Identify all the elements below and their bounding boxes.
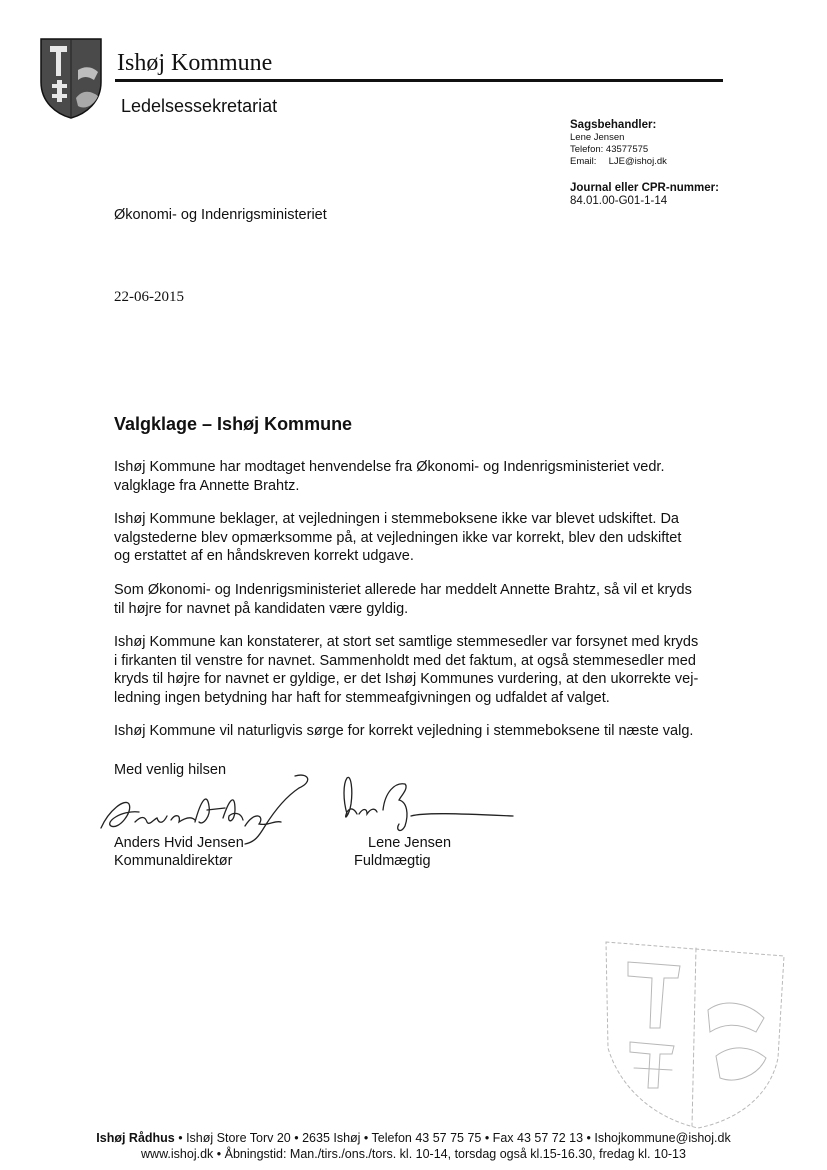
- handler-heading: Sagsbehandler:: [570, 119, 657, 131]
- signature-lene-jensen: [325, 770, 525, 840]
- department-name: Ledelsessekretariat: [121, 96, 278, 116]
- signatory-2: [354, 834, 451, 870]
- email-label: Email:: [570, 156, 597, 167]
- signatory-title: Fuldmægtig: [354, 853, 431, 869]
- ishoj-coat-of-arms-icon: [38, 36, 104, 120]
- body-paragraph: Ishøj Kommune beklager, at vejledningen i stemmeboksene ikke var blevet udskiftet. Da valgstederne blev opmærksomme på, at vejledningen ikke var korrekt, blev den udskiftet og erstattet af en håndskreven korrekt udgave.: [114, 511, 682, 564]
- signatory-name: Anders Hvid Jensen: [114, 835, 244, 851]
- embossed-seal-icon: [588, 928, 798, 1133]
- body-paragraph: Som Økonomi- og Indenrigsministeriet allerede har meddelt Annette Brahtz, så vil et kryds til højre for navnet på kandidaten være gyldig.: [114, 582, 692, 617]
- signatory-1: [114, 834, 244, 870]
- handler-name: Lene Jensen: [570, 132, 625, 143]
- recipient: Økonomi- og Indenrigsministeriet: [114, 207, 327, 223]
- body-paragraph: Ishøj Kommune har modtaget henvendelse fra Økonomi- og Indenrigsministeriet vedr. valgklage fra Annette Brahtz.: [114, 459, 665, 494]
- letter-date: 22-06-2015: [114, 289, 184, 305]
- footer-hours-line: www.ishoj.dk • Åbningstid: Man./tirs./ons./tors. kl. 10-14, torsdag også kl.15-16.30, fredag kl. 10-13: [141, 1147, 686, 1161]
- org-name: Ishøj Kommune: [117, 50, 273, 76]
- header-divider: [115, 79, 723, 82]
- case-info: [570, 119, 719, 207]
- subject-heading: Valgklage – Ishøj Kommune: [114, 414, 353, 434]
- body-paragraph: Ishøj Kommune vil naturligvis sørge for korrekt vejledning i stemmeboksene til næste valg.: [114, 723, 694, 739]
- phone-label: Telefon:: [570, 144, 604, 155]
- footer-address: • Ishøj Store Torv 20 • 2635 Ishøj • Telefon 43 57 75 75 • Fax 43 57 72 13 • Ishojkommune@ishoj.dk: [174, 1131, 731, 1145]
- journal-heading: Journal eller CPR-nummer:: [570, 182, 719, 194]
- footer-building: Ishøj Rådhus: [96, 1131, 175, 1145]
- signatory-name: Lene Jensen: [368, 835, 452, 851]
- journal-value: 84.01.00-G01-1-14: [570, 195, 668, 207]
- footer-address-line: [0, 1131, 827, 1145]
- email-value: LJE@ishoj.dk: [608, 156, 667, 167]
- closing-phrase: Med venlig hilsen: [114, 762, 227, 778]
- phone-value: 43577575: [605, 144, 649, 155]
- signatory-title: Kommunaldirektør: [114, 853, 233, 869]
- body-paragraph: Ishøj Kommune kan konstaterer, at stort set samtlige stemmesedler var forsynet med kryds i firkanten til venstre for navnet. Sammenholdt med det faktum, at også stemmesedler med kryds til højre for navnet er gyldige, er det Ishøj Kommunes vurdering, at den ukorrekte vej- ledning ingen betydning har haft for stemmeafgivningen og udfaldet af valget.: [114, 634, 699, 706]
